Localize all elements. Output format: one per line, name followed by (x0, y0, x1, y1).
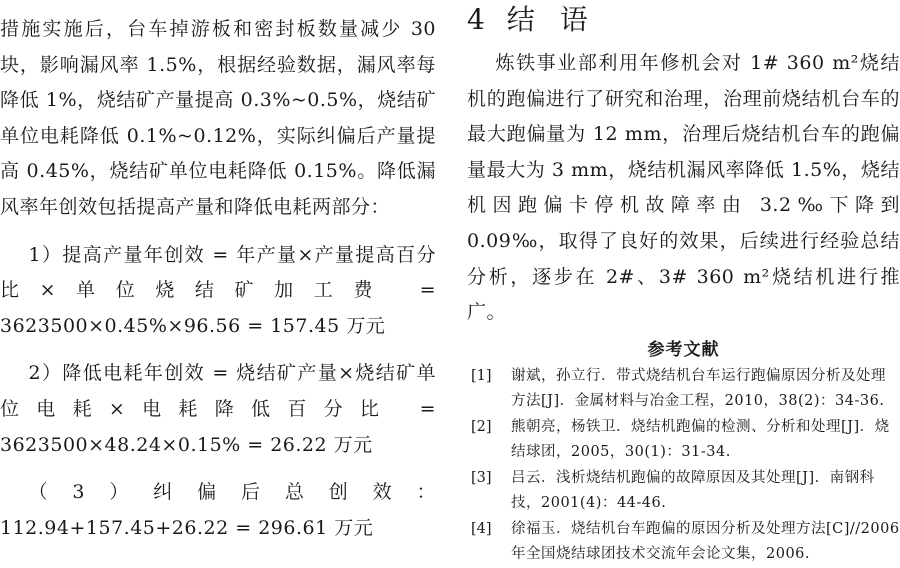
section-heading (467, 2, 900, 38)
list-item-1: 1）提高产量年创效 = 年产量×产量提高百分比×单位烧结矿加工费 = 3623500×0.45%×96.56 = 157.45 万元 (0, 243, 436, 337)
section-title: 结 语 (506, 3, 596, 36)
reference-index: [4] (471, 520, 492, 537)
list-item-3: （3）纠偏后总创效：112.94+157.45+26.22 = 296.61 万元 (0, 481, 436, 539)
references-title: 参考文献 (647, 339, 720, 360)
reference-index: [1] (471, 367, 492, 384)
reference-text: 熊朝亮，杨铁卫．烧结机跑偏的检测、分析和处理[J]．烧结球团，2005，30(1)：31-34. (511, 418, 890, 460)
reference-text: 徐福玉．烧结机台车跑偏的原因分析及处理方法[C]//2006 年全国烧结球团技术交流年会论文集，2006. (511, 520, 900, 562)
reference-list (467, 364, 900, 567)
reference-item (467, 364, 900, 414)
body-paragraph: 措施实施后，台车掉游板和密封板数量减少 30 块，影响漏风率 1.5%，根据经验数据，漏风率每降低 1%，烧结矿产量提高 0.3%~0.5%，烧结矿单位电耗降低 0.1%~0.12%，实际纠偏后产量提高 0.45%，烧结矿单位电耗降低 0.15%。降低漏风率年创效包括提高产量和降低电耗两部分： (0, 18, 436, 218)
left-column (0, 0, 436, 546)
right-column (467, 0, 900, 568)
section-number: 4 (467, 3, 493, 36)
reference-index: [3] (471, 469, 492, 486)
reference-item (467, 517, 900, 567)
conclusion-paragraph: 炼铁事业部利用年修机会对 1# 360 m²烧结机的跑偏进行了研究和治理，治理前烧结机台车的最大跑偏量为 12 mm，治理后烧结机台车的跑偏量最大为 3 mm，烧结机漏风率降低 1.5%，烧结机因跑偏卡停机故障率由 3.2‰下降到 0.09‰，取得了良好的效果，后续进行经验总结分析，逐步在 2#、3# 360 m²烧结机进行推广。 (467, 52, 900, 324)
reference-item (467, 466, 900, 516)
reference-item (467, 415, 900, 465)
reference-text: 吕云．浅析烧结机跑偏的故障原因及其处理[J]．南钢科技，2001(4)：44-46. (511, 469, 875, 511)
reference-text: 谢斌，孙立行．带式烧结机台车运行跑偏原因分析及处理方法[J]．金属材料与冶金工程，2010，38(2)：34-36. (511, 367, 886, 409)
list-item-2: 2）降低电耗年创效 = 烧结矿产量×烧结矿单位电耗×电耗降低百分比 = 3623500×48.24×0.15% = 26.22 万元 (0, 362, 436, 456)
reference-index: [2] (471, 418, 492, 435)
